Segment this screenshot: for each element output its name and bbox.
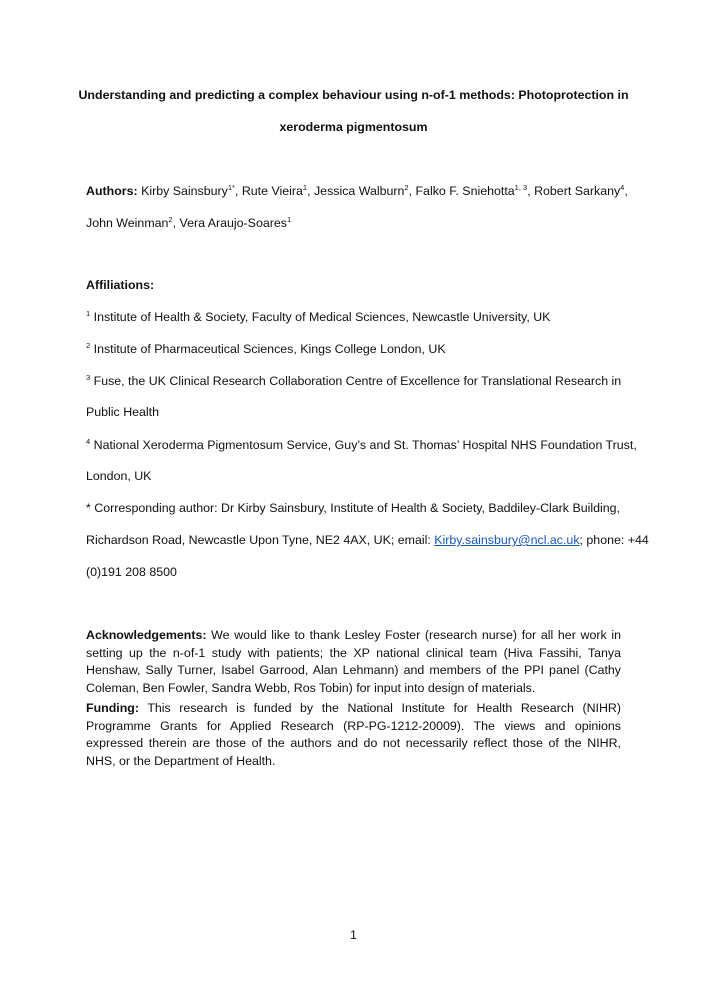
authors-label: Authors:	[86, 184, 138, 198]
acknowledgements-label: Acknowledgements:	[86, 628, 207, 642]
affiliation-3-cont: Public Health	[86, 405, 160, 419]
author: Falko F. Sniehotta$^{1, 3}$,	[415, 182, 535, 198]
affiliation-4: $^4$ National Xeroderma Pigmentosum Service, Guy’s and St. Thomas’ Hospital NHS Foundation Trust,	[86, 436, 637, 452]
email-link[interactable]: Kirby.sainsbury@ncl.ac.uk	[434, 533, 580, 547]
funding-text: This research is funded by the National Institute for Health Research (NIHR) Programme Grants for Applied Research (RP-PG-1212-20009). The views and opinions expressed therein are those of the authors and do not necessarily reflect those of the NIHR, NHS, or the Department of Health.	[86, 701, 621, 768]
affiliation-4-cont: London, UK	[86, 469, 152, 483]
funding-label: Funding:	[86, 701, 139, 715]
author: Robert Sarkany$^4$,	[534, 182, 628, 198]
authors-line-2	[86, 216, 626, 230]
author: Kirby Sainsbury$^{1*}$,	[141, 182, 242, 198]
author: Jessica Walburn$^2$,	[313, 182, 416, 198]
corresponding-author-line-1: * Corresponding author: Dr Kirby Sainsbury, Institute of Health & Society, Baddiley-Clark Building,	[86, 501, 620, 515]
affiliation-1: $^1$ Institute of Health & Society, Faculty of Medical Sciences, Newcastle University, UK	[86, 308, 551, 324]
page-number: 1	[350, 928, 357, 942]
acknowledgements-paragraph	[86, 627, 621, 697]
affiliations-label: Affiliations:	[86, 278, 155, 292]
authors-line-1	[86, 184, 626, 198]
author: John Weinman$^2$,	[86, 214, 180, 230]
author: Vera Araujo-Soares$^1$	[179, 214, 292, 230]
acknowledgements-text: We would like to thank Lesley Foster (research nurse) for all her work in setting up the n-of-1 study with patients; the XP national clinical team (Hiva Fassihi, Tanya Henshaw, Sally Turner, Isabel Garrood, Alan Lehmann) and members of the PPI panel (Cathy Coleman, Ben Fowler, Sandra Webb, Ros Tobin) for input into design of materials.	[86, 628, 621, 695]
corresponding-author-line-2: Richardson Road, Newcastle Upon Tyne, NE2 4AX, UK; email: Kirby.sainsbury@ncl.ac.uk; phone: +44	[86, 533, 649, 547]
paper-title-line-2: xeroderma pigmentosum	[279, 120, 428, 134]
author: Rute Vieira$^1$,	[241, 182, 314, 198]
affiliation-3: $^3$ Fuse, the UK Clinical Research Collaboration Centre of Excellence for Translational Research in	[86, 372, 622, 388]
paper-title-line-1: Understanding and predicting a complex behaviour using n-of-1 methods: Photoprotection in	[78, 88, 629, 102]
corresponding-author-line-3: (0)191 208 8500	[86, 565, 177, 579]
funding-paragraph	[86, 700, 621, 770]
affiliation-2: $^2$ Institute of Pharmaceutical Sciences, Kings College London, UK	[86, 340, 446, 356]
